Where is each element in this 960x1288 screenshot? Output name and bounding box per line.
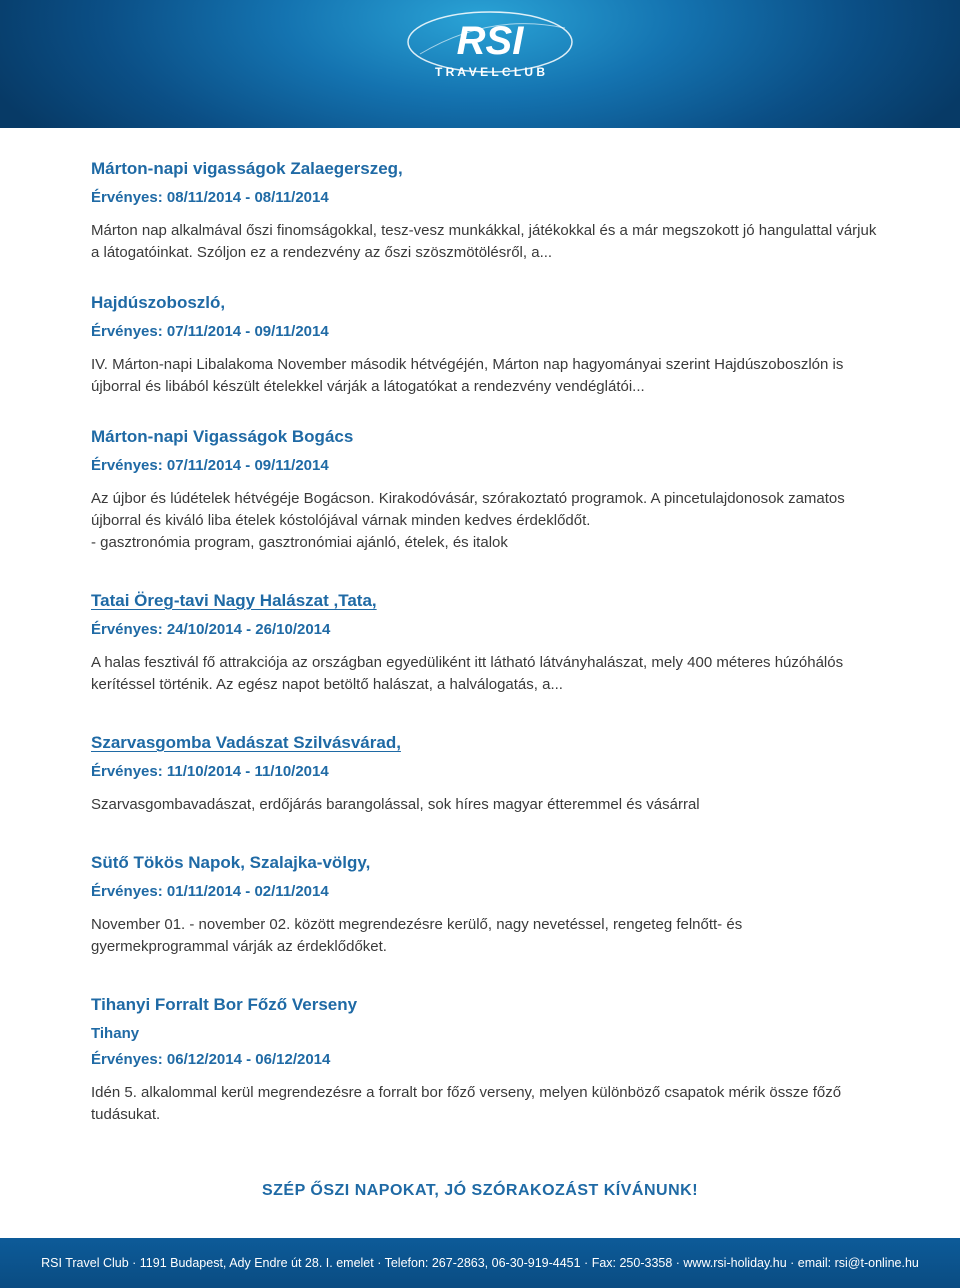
event-location: Tihany — [91, 1025, 140, 1042]
event-title: Márton-napi vigasságok Zalaegerszeg, — [91, 159, 403, 178]
event-validity: Érvényes: 11/10/2014 - 11/10/2014 — [91, 763, 329, 780]
event-title: Tatai Öreg-tavi Nagy Halászat ,Tata, — [91, 591, 377, 610]
event-item — [91, 426, 881, 554]
event-validity: Érvényes: 08/11/2014 - 08/11/2014 — [91, 189, 329, 206]
logo-text: RSI — [456, 19, 524, 63]
event-description: A halas fesztivál fő attrakciója az országban egyedüliként itt látható látványhalászat, mely 400 méteres húzóhálós kerítéssel történik. Az egész napot betöltő halászat, a halválogatás, a... — [91, 654, 844, 693]
event-description: Az újbor és lúdételek hétvégéje Bogácson. Kirakodóvásár, szórakoztató programok. A pincetulajdonosok zamatos újborral és kiváló liba ételek kóstolójával várnak minden kedves érdeklődőt. - gasztronómia program, gasztronómiai ajánló, ételek, és italok — [91, 490, 845, 551]
event-title: Szarvasgomba Vadászat Szilvásvárad, — [91, 733, 401, 752]
event-title: Hajdúszoboszló, — [91, 293, 226, 312]
event-validity: Érvényes: 07/11/2014 - 09/11/2014 — [91, 323, 329, 340]
event-description: November 01. - november 02. között megrendezésre kerülő, nagy nevetéssel, rengeteg felnőtt- és gyermekprogrammal várják az érdeklődőket. — [91, 916, 743, 955]
logo-subtext: T R A V E L C L U B — [434, 65, 546, 79]
event-title: Sütő Tökös Napok, Szalajka-völgy, — [91, 853, 371, 872]
event-item — [91, 852, 881, 958]
event-description: Márton nap alkalmával őszi finomságokkal, tesz-vesz munkákkal, játékokkal és a már megszokott jó hangulattal várjuk a látogatóinkat. Szóljon ez a rendezvény az őszi szöszmötölésről, a... — [91, 222, 877, 261]
header-banner — [0, 0, 960, 128]
closing-message: SZÉP ŐSZI NAPOKAT, JÓ SZÓRAKOZÁST KÍVÁNUNK! — [261, 1182, 699, 1199]
events-list — [91, 158, 881, 1152]
event-description: Szarvasgombavadászat, erdőjárás barangolással, sok híres magyar étteremmel és vásárral — [91, 796, 700, 813]
event-validity: Érvényes: 24/10/2014 - 26/10/2014 — [91, 621, 331, 638]
event-title: Márton-napi Vigasságok Bogács — [91, 427, 354, 446]
event-item — [91, 590, 881, 696]
event-title: Tihanyi Forralt Bor Főző Verseny — [91, 995, 358, 1014]
footer-contact: RSI Travel Club · 1191 Budapest, Ady Endre út 28. I. emelet · Telefon: 267-2863, 06-30-919-4451 · Fax: 250-3358 · www.rsi-holiday.hu · email: rsi@t-online.hu — [0, 1238, 960, 1288]
event-item — [91, 994, 881, 1126]
rsi-travel-club-logo — [390, 2, 590, 92]
event-validity: Érvényes: 06/12/2014 - 06/12/2014 — [91, 1051, 331, 1068]
event-item — [91, 158, 881, 264]
event-item — [91, 732, 881, 816]
event-item — [91, 292, 881, 398]
event-description: Idén 5. alkalommal kerül megrendezésre a forralt bor főző verseny, melyen különböző csapatok mérik össze főző tudásukat. — [91, 1084, 842, 1123]
event-validity: Érvényes: 01/11/2014 - 02/11/2014 — [91, 883, 329, 900]
event-validity: Érvényes: 07/11/2014 - 09/11/2014 — [91, 457, 329, 474]
event-description: IV. Márton-napi Libalakoma November második hétvégéjén, Márton nap hagyományai szerint Hajdúszoboszlón is újborral és libából készült ételekkel várják a látogatókat a rendezvény vendéglátói... — [91, 356, 844, 395]
